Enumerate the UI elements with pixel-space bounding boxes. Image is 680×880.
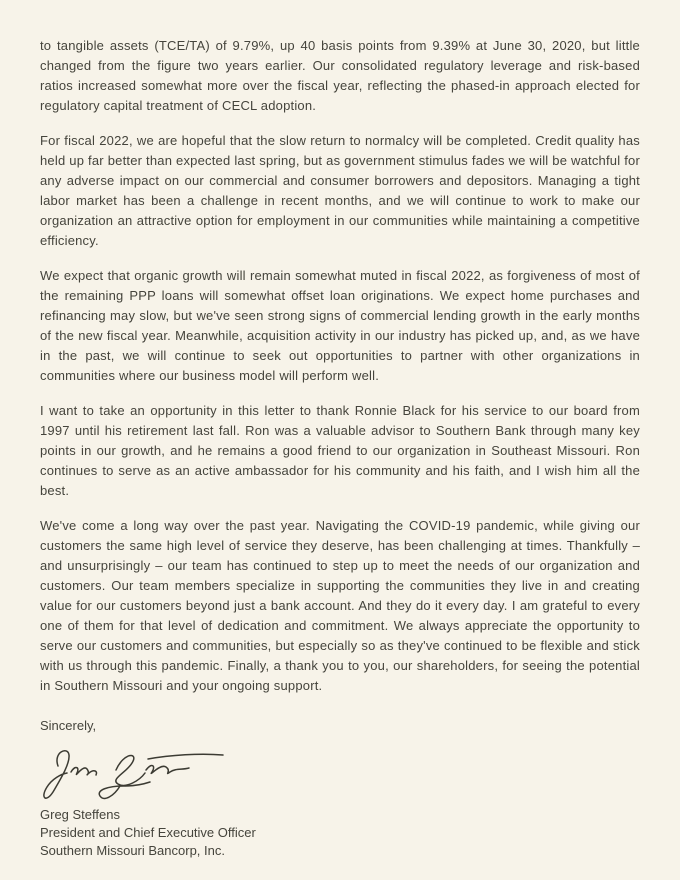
letter-paragraph: to tangible assets (TCE/TA) of 9.79%, up 40 basis points from 9.39% at June 30, 2020, but little changed from the figure two years earlier. Our consolidated regulatory leverage and risk-based ratios increased somewhat more over the fiscal year, reflecting the phased-in approach elected for regulatory capital treatment of CECL adoption. <box>40 38 640 113</box>
letter-paragraph: We expect that organic growth will remain somewhat muted in fiscal 2022, as forgiveness of most of the remaining PPP loans will somewhat offset loan originations. We expect home purchases and refinancing may slow, but we've seen strong signs of commercial lending growth in the early months of the new fiscal year. Meanwhile, acquisition activity in our industry has picked up, and, as we have in the past, we will continue to seek out opportunities to partner with other organizations in communities where our business model will perform well. <box>40 268 640 383</box>
letter-paragraph: We've come a long way over the past year. Navigating the COVID-19 pandemic, while giving our customers the same high level of service they deserve, has been challenging at times. Thankfully – and unsurprisingly – our team has continued to step up to meet the needs of our organization and customers. Our team members specialize in supporting the communities they live in and creating value for our customers beyond just a bank account. And they do it every day. I am grateful to every one of them for that level of dedication and commitment. We always appreciate the opportunity to serve our customers and communities, but especially so as they've continued to be flexible and stick with us through this pandemic. Finally, a thank you to you, our shareholders, for seeing the potential in Southern Missouri and your ongoing support. <box>40 518 640 693</box>
signature-image <box>40 742 230 804</box>
signer-company: Southern Missouri Bancorp, Inc. <box>40 843 225 858</box>
letter-paragraph: For fiscal 2022, we are hopeful that the slow return to normalcy will be completed. Credit quality has held up far better than expected last spring, but as government stimulus fades we will be watchful for any adverse impact on our commercial and consumer borrowers and depositors. Managing a tight labor market has been a challenge in recent months, and we will continue to work to make our organization an attractive option for employment in our communities while maintaining a competitive efficiency. <box>40 133 640 248</box>
letter-body <box>40 36 640 696</box>
signer-block <box>40 806 640 860</box>
letter-paragraph: I want to take an opportunity in this letter to thank Ronnie Black for his service to our board from 1997 until his retirement last fall. Ron was a valuable advisor to Southern Bank through many key points in our growth, and he remains a good friend to our organization in Southeast Missouri. Ron continues to serve as an active ambassador for his community and his faith, and I wish him all the best. <box>40 403 640 498</box>
signature <box>40 742 640 804</box>
closing-salutation: Sincerely, <box>40 718 97 733</box>
signer-title: President and Chief Executive Officer <box>40 825 256 840</box>
signer-name: Greg Steffens <box>40 807 120 822</box>
